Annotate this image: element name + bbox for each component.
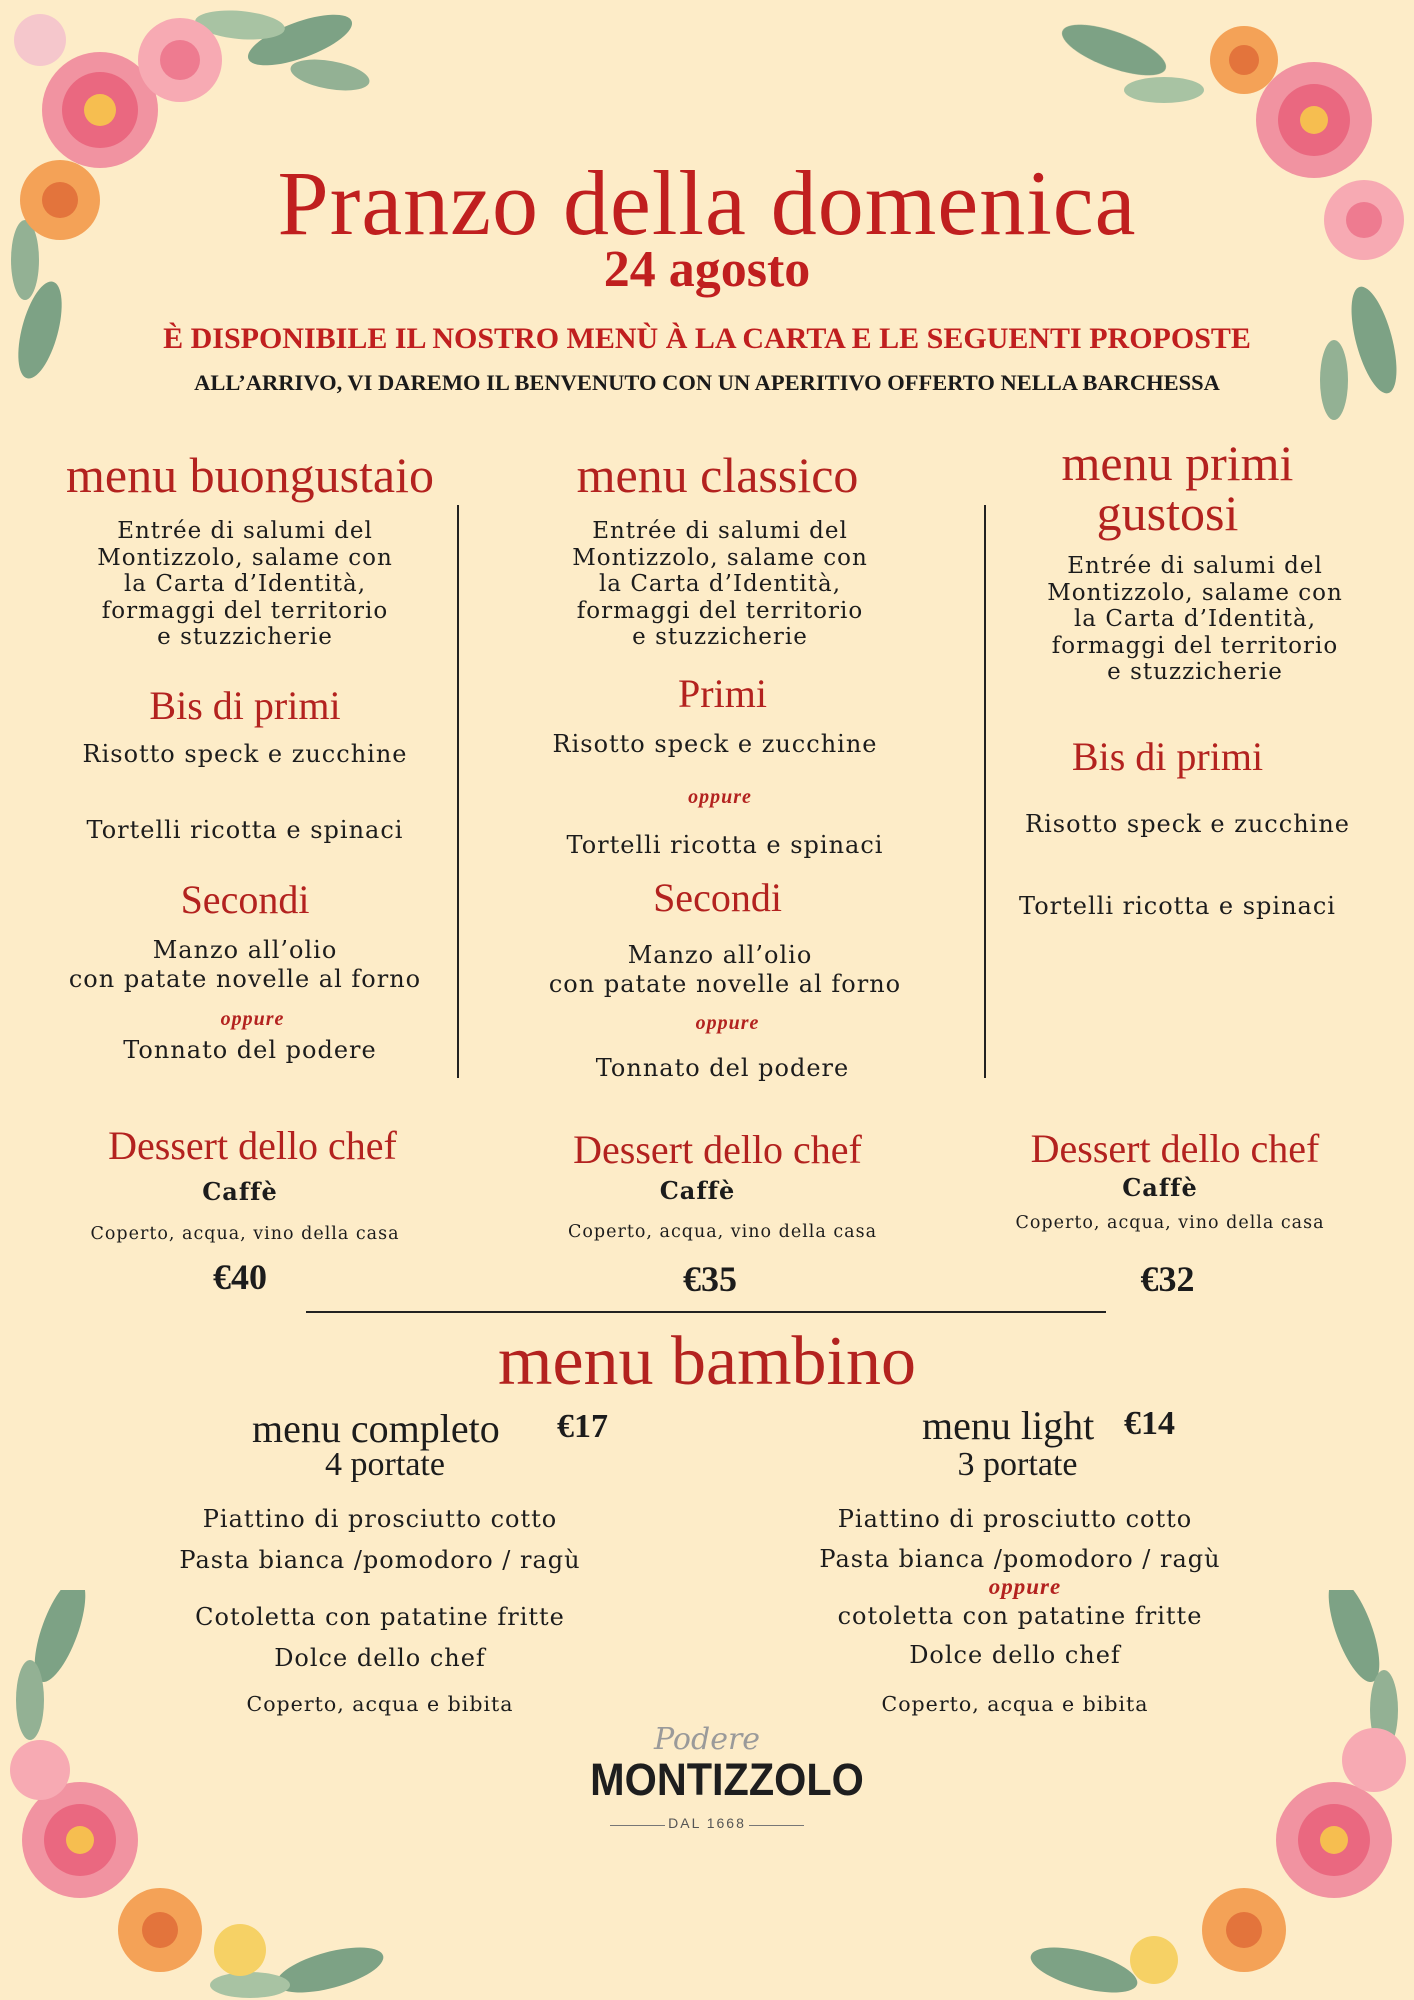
completo-courses: 4 portate bbox=[325, 1446, 445, 1483]
primi-heading: Bis di primi bbox=[1071, 734, 1264, 779]
entree: Entrée di salumi del Montizzolo, salame con la Carta d’Identità, formaggi del territorio e stuzzicherie bbox=[1047, 553, 1343, 685]
subtitle: È DISPONIBILE IL NOSTRO MENÙ À LA CARTA E LE SEGUENTI PROPOSTE bbox=[163, 322, 1251, 355]
completo-price: €17 bbox=[557, 1408, 608, 1445]
oppure-label: oppure bbox=[988, 1574, 1062, 1599]
entree: Entrée di salumi del Montizzolo, salame con la Carta d’Identità, formaggi del territorio e stuzzicherie bbox=[572, 518, 868, 650]
coperto-note: Coperto, acqua, vino della casa bbox=[567, 1222, 878, 1242]
primo-2: Tortelli ricotta e spinaci bbox=[566, 831, 884, 859]
menu-title-line-2: gustosi bbox=[1096, 485, 1239, 541]
menu-title-line-1: menu primi bbox=[1061, 435, 1294, 491]
price: €32 bbox=[1140, 1259, 1195, 1299]
secondo-1b: con patate novelle al forno bbox=[548, 970, 902, 998]
oppure-label: oppure bbox=[695, 1012, 760, 1034]
oppure-label: oppure bbox=[220, 1008, 285, 1030]
secondo-1a: Manzo all’olio bbox=[627, 941, 813, 969]
secondi-heading: Secondi bbox=[653, 875, 782, 920]
completo-item: Dolce dello chef bbox=[274, 1644, 486, 1672]
menu-title: menu buongustaio bbox=[65, 447, 435, 503]
secondo-2: Tonnato del podere bbox=[123, 1036, 377, 1064]
secondo-1a: Manzo all’olio bbox=[152, 936, 338, 964]
light-coperto: Coperto, acqua e bibita bbox=[881, 1692, 1149, 1716]
logo-rule-left bbox=[610, 1825, 665, 1826]
primo-1: Risotto speck e zucchine bbox=[82, 740, 408, 768]
light-item: Dolce dello chef bbox=[909, 1641, 1121, 1669]
logo-name: MONTIZZOLO bbox=[590, 1754, 864, 1805]
light-price: €14 bbox=[1124, 1405, 1175, 1442]
caffe: Caffè bbox=[659, 1176, 736, 1205]
page-title: Pranzo della domenica bbox=[277, 152, 1137, 254]
price: €35 bbox=[683, 1259, 737, 1299]
coperto-note: Coperto, acqua, vino della casa bbox=[90, 1224, 400, 1244]
light-name: menu light bbox=[922, 1403, 1095, 1448]
dessert-heading: Dessert dello chef bbox=[1030, 1126, 1320, 1171]
oppure-label: oppure bbox=[688, 786, 752, 808]
primo-2: Tortelli ricotta e spinaci bbox=[86, 816, 404, 844]
light-item: cotoletta con patatine fritte bbox=[837, 1602, 1203, 1630]
welcome-note: ALL’ARRIVO, VI DAREMO IL BENVENUTO CON UN APERITIVO OFFERTO NELLA BARCHESSA bbox=[194, 370, 1220, 395]
primi-heading: Primi bbox=[678, 671, 767, 716]
dessert-heading: Dessert dello chef bbox=[573, 1127, 862, 1172]
completo-name: menu completo bbox=[252, 1406, 500, 1451]
column-divider-2 bbox=[984, 505, 986, 1078]
completo-item: Pasta bianca /pomodoro / ragù bbox=[179, 1546, 581, 1574]
coperto-note: Coperto, acqua, vino della casa bbox=[1015, 1213, 1325, 1233]
logo-script: Podere bbox=[653, 1722, 761, 1757]
entree: Entrée di salumi del Montizzolo, salame con la Carta d’Identità, formaggi del territorio e stuzzicherie bbox=[97, 518, 393, 650]
primo-1: Risotto speck e zucchine bbox=[552, 730, 878, 758]
secondo-1b: con patate novelle al forno bbox=[68, 965, 422, 993]
menu-title: menu classico bbox=[576, 447, 859, 503]
primo-2: Tortelli ricotta e spinaci bbox=[1019, 892, 1336, 920]
light-item: Piattino di prosciutto cotto bbox=[837, 1505, 1193, 1533]
secondi-heading: Secondi bbox=[180, 877, 310, 922]
primo-1: Risotto speck e zucchine bbox=[1025, 810, 1350, 838]
column-divider-1 bbox=[457, 505, 459, 1078]
completo-coperto: Coperto, acqua e bibita bbox=[246, 1692, 514, 1716]
secondo-2: Tonnato del podere bbox=[595, 1054, 850, 1082]
completo-item: Cotoletta con patatine fritte bbox=[195, 1603, 565, 1631]
light-item: Pasta bianca /pomodoro / ragù bbox=[819, 1545, 1221, 1573]
primi-heading: Bis di primi bbox=[149, 683, 341, 728]
kids-menu-title: menu bambino bbox=[498, 1323, 916, 1400]
caffe: Caffè bbox=[1122, 1173, 1198, 1202]
caffe: Caffè bbox=[202, 1177, 278, 1206]
light-courses: 3 portate bbox=[957, 1446, 1078, 1483]
dessert-heading: Dessert dello chef bbox=[108, 1123, 397, 1168]
price: €40 bbox=[213, 1257, 267, 1297]
event-date: 24 agosto bbox=[603, 241, 811, 298]
completo-item: Piattino di prosciutto cotto bbox=[202, 1505, 558, 1533]
logo-rule-right bbox=[749, 1825, 804, 1826]
section-divider bbox=[306, 1311, 1106, 1313]
logo-since: DAL 1668 bbox=[668, 1815, 746, 1831]
